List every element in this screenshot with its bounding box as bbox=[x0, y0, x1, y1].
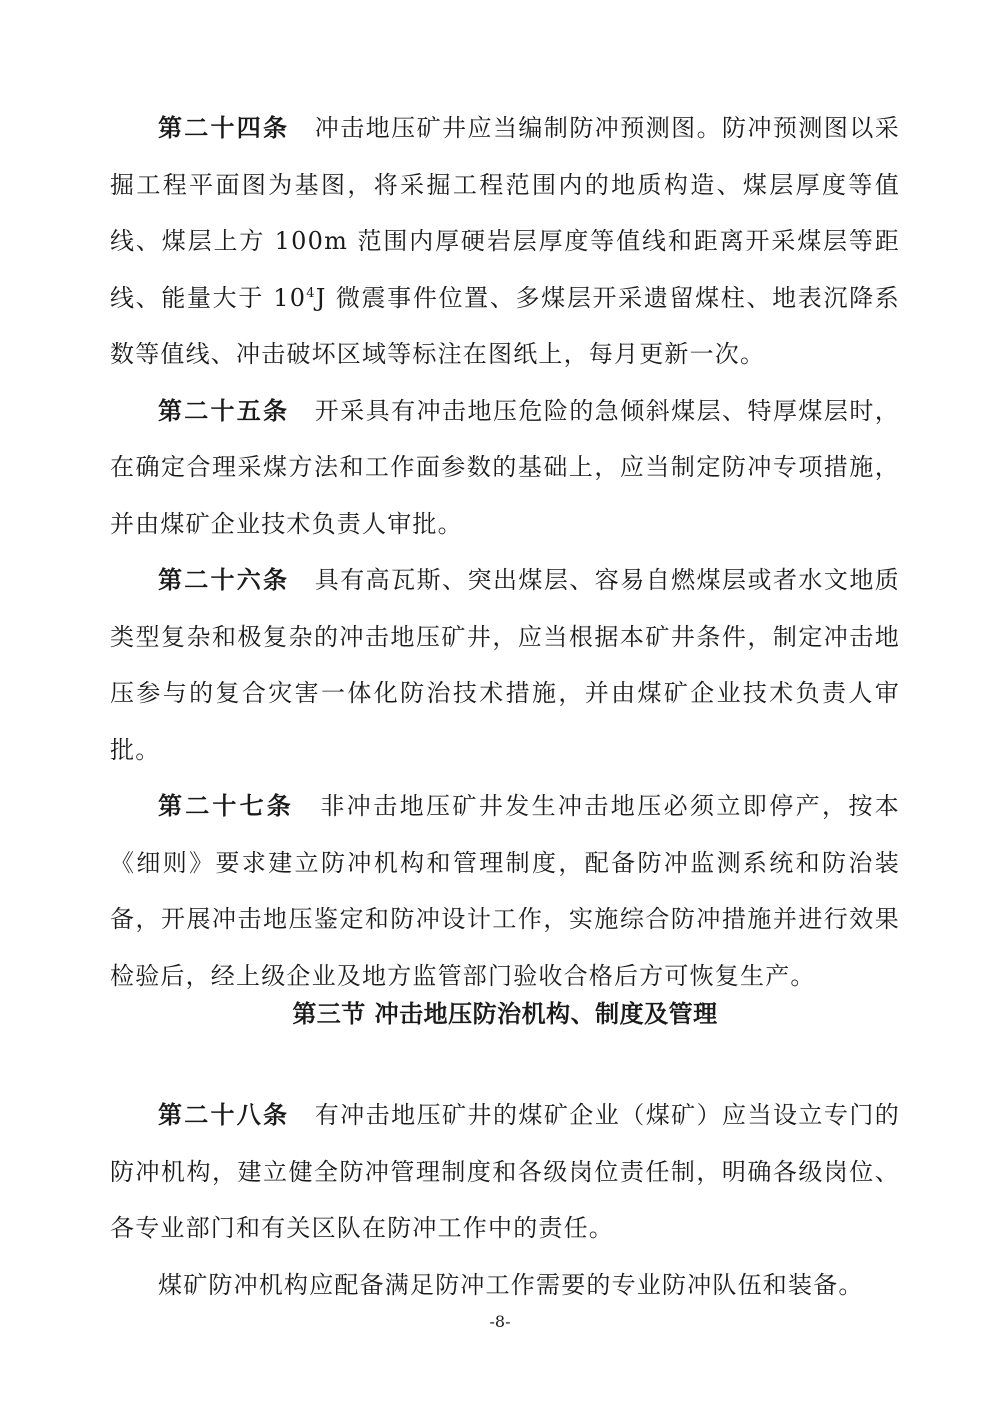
article-24-superscript: 4 bbox=[306, 285, 316, 301]
article-26-label: 第二十六条 bbox=[158, 566, 290, 594]
article-25 bbox=[110, 383, 900, 553]
article-27 bbox=[110, 778, 900, 1004]
section-title: 第三节 冲击地压防治机构、制度及管理 bbox=[292, 1000, 718, 1028]
article-24-label: 第二十四条 bbox=[158, 114, 290, 142]
closing-paragraph: 煤矿防冲机构应配备满足防冲工作需要的专业防冲队伍和装备。 bbox=[158, 1270, 864, 1299]
article-25-text: 开采具有冲击地压危险的急倾斜煤层、特厚煤层时，在确定合理采煤方法和工作面参数的基础上，应当制定防冲专项措施，并由煤矿企业技术负责人审批。 bbox=[110, 396, 901, 538]
article-28 bbox=[110, 1087, 900, 1257]
article-27-label: 第二十七条 bbox=[158, 792, 294, 820]
article-24-text-a: 冲击地压矿井应当编制防冲预测图。防冲预测图以采掘工程平面图为基图，将采掘工程范围内的地质构造、煤层厚度等值线、煤层上方 100m 范围内厚硬岩层厚度等值线和距离开采煤层等距线、能量大于 10 bbox=[110, 114, 901, 312]
article-27-text: 非冲击地压矿井发生冲击地压必须立即停产，按本《细则》要求建立防冲机构和管理制度，配备防冲监测系统和防治装备，开展冲击地压鉴定和防冲设计工作，实施综合防冲措施并进行效果检验后，经上级企业及地方监管部门验收合格后方可恢复生产。 bbox=[110, 792, 900, 990]
article-28-text: 有冲击地压矿井的煤矿企业（煤矿）应当设立专门的防冲机构，建立健全防冲管理制度和各级岗位责任制，明确各级岗位、各专业部门和有关区队在防冲工作中的责任。 bbox=[110, 1101, 901, 1242]
article-24-text-b: J 微震事件位置、多煤层开采遗留煤柱、地表沉降系数等值线、冲击破坏区域等标注在图纸上，每月更新一次。 bbox=[110, 283, 900, 368]
document-body-upper bbox=[110, 100, 900, 1004]
page-number: -8- bbox=[489, 1312, 511, 1331]
article-25-label: 第二十五条 bbox=[158, 396, 290, 425]
article-28-label: 第二十八条 bbox=[158, 1101, 290, 1129]
document-body-lower bbox=[110, 1087, 900, 1313]
article-24 bbox=[110, 100, 900, 383]
article-26 bbox=[110, 552, 900, 778]
article-26-text: 具有高瓦斯、突出煤层、容易自燃煤层或者水文地质类型复杂和极复杂的冲击地压矿井，应当根据本矿井条件，制定冲击地压参与的复合灾害一体化防治技术措施，并由煤矿企业技术负责人审批。 bbox=[110, 566, 901, 764]
